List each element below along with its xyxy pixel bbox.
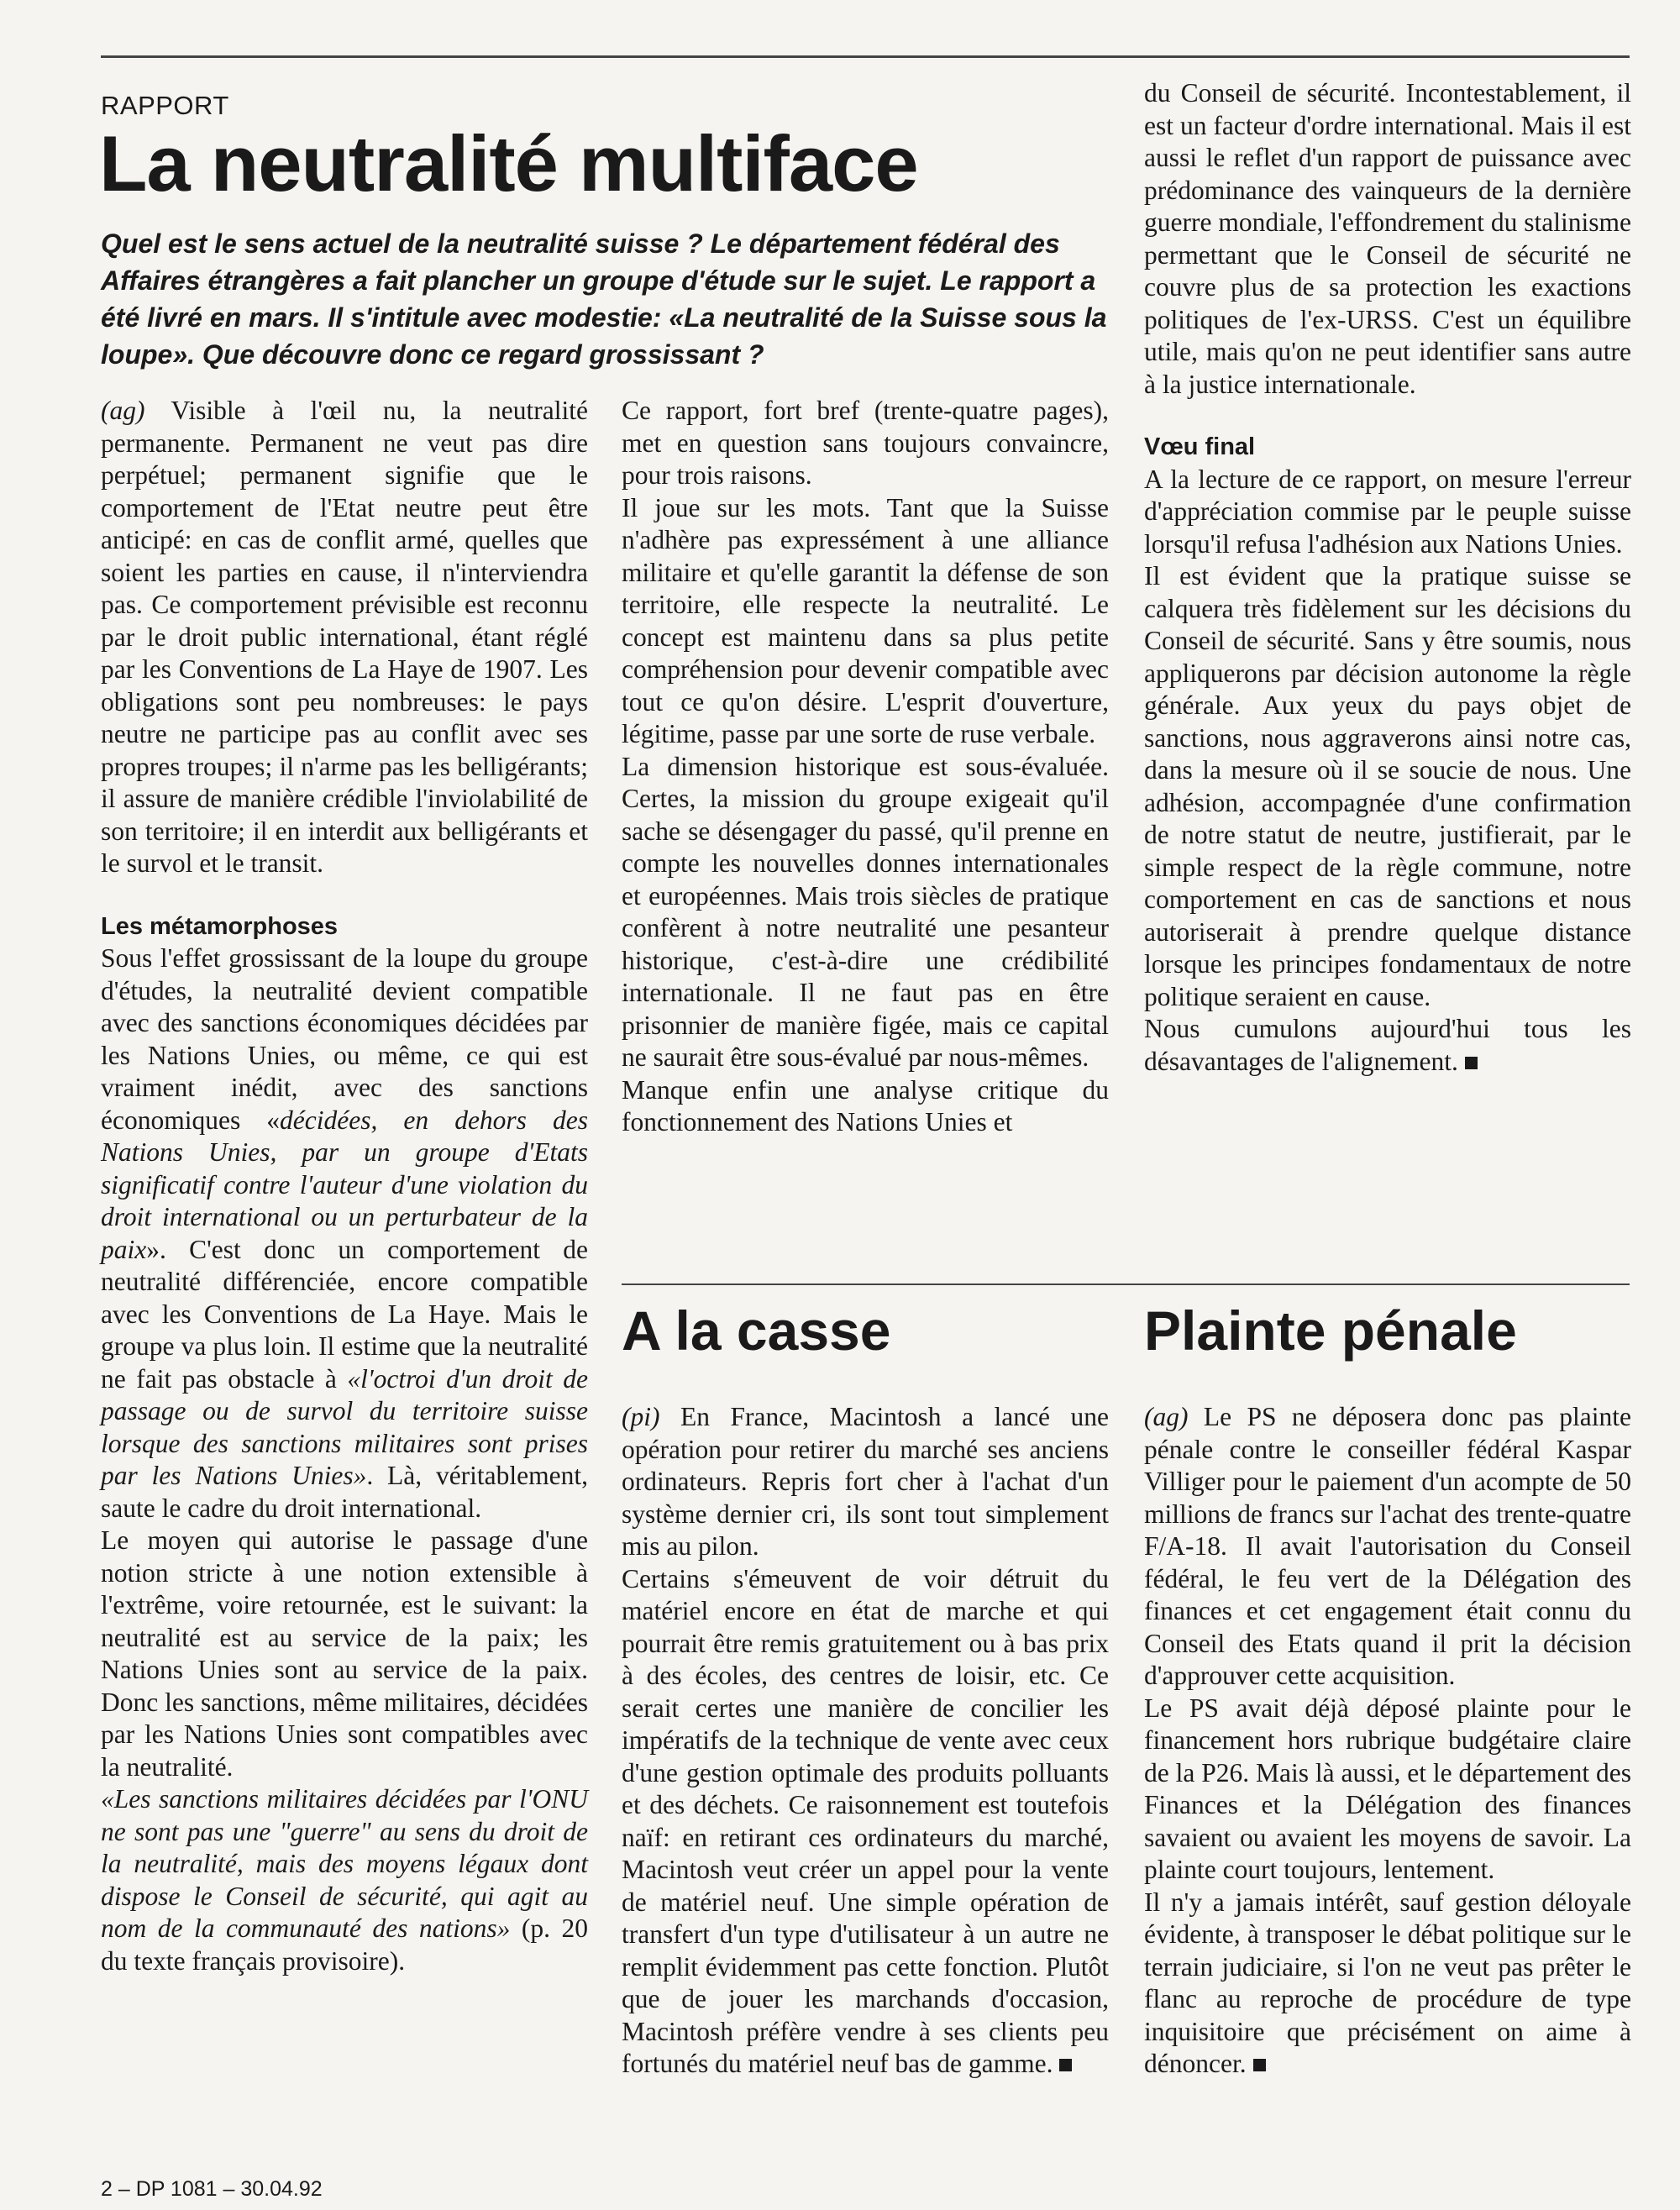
quote: décidées, en dehors des Nations Unies, par un groupe d'Etats significatif contre l'auteur d'une violation du droit international ou un perturbateur de la paix <box>101 1105 588 1264</box>
paragraph: (ag) Visible à l'œil nu, la neutralité permanente. Permanent ne veut pas dire perpétuel; permanent signifie que le comportement de l'Etat neutre peut être anticipé: en cas de conflit armé, quelles que soient les parties en cause, il n'interviendra pas. Ce comportement prévisible est reconnu par le droit public international, étant réglé par les Conventions de La Haye de 1907. Les obligations sont peu nombreuses: le pays neutre ne participe pas au conflit avec ses propres troupes; il n'arme pas les belligérants; il assure de manière crédible l'inviolabilité de son territoire; il en interdit aux belligérants et le survol et le transit. <box>101 396 588 878</box>
paragraph: Il est évident que la pratique suisse se calquera très fidèlement sur les décisions du Conseil de sécurité. Sans y être soumis, nous appliquerons par décision autonome la règle générale. Aux yeux du pays objet de sanctions, nous aggraverons ainsi notre cas, dans la mesure où il se soucie de nous. Une adhésion, accompagnée d'une confirmation de notre statut de neutre, justifierait, par le simple respect de la règle commune, notre comportement en cas de sanctions et nous autoriserait à prendre quelque distance lorsque les principes fondamentaux de notre politique seraient en cause. <box>1144 561 1631 1011</box>
author-initials: (pi) <box>622 1402 660 1431</box>
end-mark-icon <box>1253 2059 1266 2071</box>
plainte-column <box>1144 1401 1631 2081</box>
article-lead: Quel est le sens actuel de la neutralité suisse ? Le département fédéral des Affaires étrangères a fait plancher un groupe d'étude sur le sujet. Le rapport a été livré en mars. Il s'intitule avec modestie: «La neutralité de la Suisse sous la loupe». Que découvre donc ce regard grossissant ? <box>101 228 1107 370</box>
paragraph: A la lecture de ce rapport, on mesure l'erreur d'appréciation commise par le peuple suisse lorsqu'il refusa l'adhésion aux Nations Unies. <box>1144 464 1631 559</box>
kicker: RAPPORT <box>101 91 229 120</box>
page-footer: 2 – DP 1081 – 30.04.92 <box>101 2177 323 2201</box>
paragraph: (pi) En France, Macintosh a lancé une opération pour retirer du marché ses anciens ordinateurs. Repris fort cher à l'achat d'un système dernier cri, ils sont tout simplement mis au pilon. <box>622 1402 1109 1561</box>
paragraph: (ag) Le PS ne déposera donc pas plainte pénale contre le conseiller fédéral Kaspar Villiger pour le paiement d'un acompte de 50 millions de francs sur l'achat des trente-quatre F/A-18. Il avait l'autorisation du Conseil fédéral, le feu vert de la Délégation des finances et cet engagement était connu du Conseil des Etats quand il prit la décision d'approuver cette acquisition. <box>1144 1402 1631 1690</box>
subheading-metamorphoses: Les métamorphoses <box>101 912 339 940</box>
author-initials: (ag) <box>1144 1402 1189 1431</box>
casse-column <box>622 1401 1109 2081</box>
paragraph: Certains s'émeuvent de voir détruit du matériel encore en état de marche et qui pourrait être remis gratuitement ou à bas prix à des écoles, des centres de loisir, etc. Ce serait certes une manière de concilier les impératifs de la technique de vente avec ceux d'une gestion optimale des produits polluants et des déchets. Ce raisonnement est toutefois naïf: en retirant ces ordinateurs du marché, Macintosh veut créer un appel pour la vente de matériel neuf. Une simple opération de transfert d'un type d'utilisateur à un autre ne remplit évidemment pas cette fonction. Plutôt que de jouer les marchands d'occasion, Macintosh préfère vendre à ses clients peu fortunés du matériel neuf bas de gamme. <box>622 1563 1109 2078</box>
paragraph: Ce rapport, fort bref (trente-quatre pages), met en question sans toujours convaincre, pour trois raisons. <box>622 396 1109 490</box>
article-column-3 <box>1144 77 1631 1078</box>
end-mark-icon <box>1059 2059 1072 2071</box>
quote: «Les sanctions militaires décidées par l'ONU ne sont pas une "guerre" au sens du droit de la neutralité, mais des moyens légaux dont dispose le Conseil de sécurité, qui agit au nom de la communauté des nations» <box>101 1784 588 1943</box>
subheading-voeu-final: Vœu final <box>1144 433 1256 460</box>
article-column-2 <box>622 395 1109 1139</box>
author-initials: (ag) <box>101 396 145 425</box>
section-divider <box>622 1283 1630 1285</box>
paragraph: Manque enfin une analyse critique du fonctionnement des Nations Unies et <box>622 1074 1109 1136</box>
section-title-plainte: Plainte pénale <box>1144 1299 1517 1362</box>
paragraph: Nous cumulons aujourd'hui tous les désavantages de l'alignement. <box>1144 1014 1631 1076</box>
section-title-casse: A la casse <box>622 1299 891 1362</box>
article-column-1 <box>101 395 588 1977</box>
paragraph: Sous l'effet grossissant de la loupe du groupe d'études, la neutralité devient compatible avec des sanctions économiques décidées par les Nations Unies, ou même, ce qui est vraiment inédit, avec des sanctions économiques «décidées, en dehors des Nations Unies, par un groupe d'Etats significatif contre l'auteur d'une violation du droit international ou un perturbateur de la paix». C'est donc un comportement de neutralité différenciée, encore compatible avec les Conventions de La Haye. Mais le groupe va plus loin. Il estime que la neutralité ne fait pas obstacle à «l'octroi d'un droit de passage ou de survol du territoire suisse lorsque des sanctions militaires sont prises par les Nations Unies». Là, véritablement, saute le cadre du droit international. <box>101 943 588 1523</box>
top-rule <box>101 55 1630 58</box>
paragraph: La dimension historique est sous-évaluée. Certes, la mission du groupe exigeait qu'il sache se désengager du passé, qu'il prenne en compte les nouvelles donnes internationales et européennes. Mais trois siècles de pratique confèrent à notre neutralité une pesanteur historique, c'est-à-dire une crédibilité internationale. Il ne faut pas en être prisonnier de manière figée, mais ce capital ne saurait être sous-évalué par nous-mêmes. <box>622 751 1109 1072</box>
paragraph: Le moyen qui autorise le passage d'une notion stricte à une notion extensible à l'extrême, voire retournée, est le suivant: la neutralité est au service de la paix; les Nations Unies sont au service de la paix. Donc les sanctions, même militaires, décidées par les Nations Unies sont compatibles avec la neutralité. <box>101 1525 588 1782</box>
article-title: La neutralité multiface <box>99 119 918 207</box>
paragraph: «Les sanctions militaires décidées par l'ONU ne sont pas une "guerre" au sens du droit de la neutralité, mais des moyens légaux dont dispose le Conseil de sécurité, qui agit au nom de la communauté des nations» (p. 20 du texte français provisoire). <box>101 1784 588 1976</box>
paragraph: du Conseil de sécurité. Incontestablement, il est un facteur d'ordre international. Mais il est aussi le reflet d'un rapport de puissance avec prédominance des vainqueurs de la dernière guerre mondiale, l'effondrement du stalinisme permettant que le Conseil de sécurité ne couvre plus de sa protection les exactions politiques de l'ex-URSS. C'est un équilibre utile, mais qu'on ne peut identifier sans autre à la justice internationale. <box>1144 78 1631 399</box>
paragraph: Il joue sur les mots. Tant que la Suisse n'adhère pas expressément à une alliance militaire et qu'elle garantit la défense de son territoire, elle respecte la neutralité. Le concept est maintenu dans sa plus petite compréhension pour devenir compatible avec tout ce qu'on désire. L'esprit d'ouverture, légitime, passe par une sorte de ruse verbale. <box>622 492 1109 748</box>
quote: «l'octroi d'un droit de passage ou de survol du territoire suisse lorsque des sanctions militaires sont prises par les Nations Unies» <box>101 1363 588 1490</box>
end-mark-icon <box>1465 1057 1478 1069</box>
paragraph: Le PS avait déjà déposé plainte pour le financement hors rubrique budgétaire claire de la P26. Mais là aussi, et le département des Finances et la Délégation des finances savaient ou avaient les moyens de savoir. La plainte court toujours, lentement. <box>1144 1693 1631 1884</box>
paragraph: Il n'y a jamais intérêt, sauf gestion déloyale évidente, à transposer le débat politique sur le terrain judiciaire, si l'on ne veut pas prêter le flanc au reproche de procédure de type inquisitoire que précisément on aime à dénoncer. <box>1144 1887 1631 2078</box>
